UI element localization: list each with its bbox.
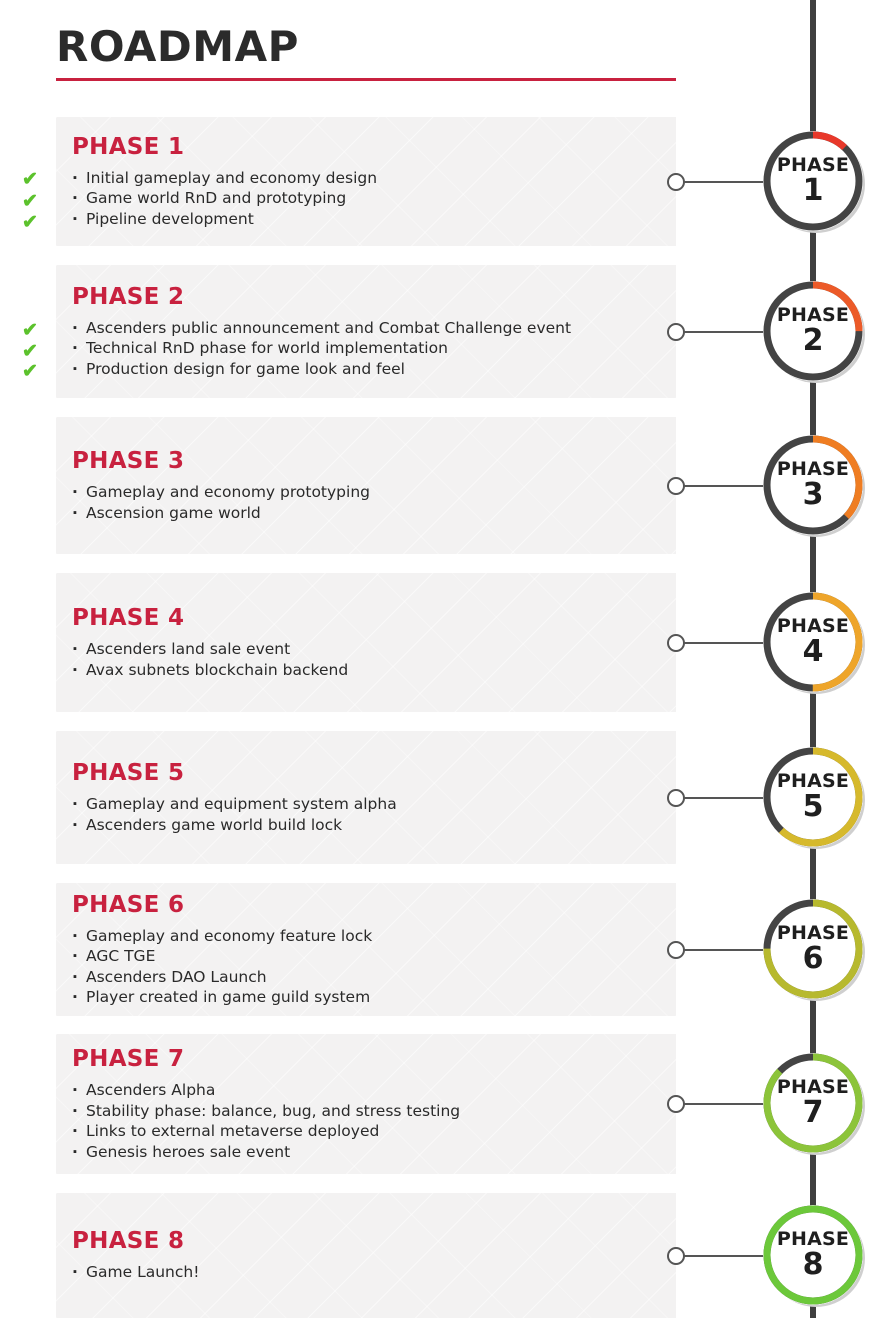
phase-title: PHASE 5 xyxy=(72,760,185,786)
badge-number: 7 xyxy=(802,1095,824,1130)
phase-connector xyxy=(676,1103,768,1105)
connector-node-icon xyxy=(667,323,685,341)
title-underline xyxy=(56,78,676,81)
phase-card-1 xyxy=(56,117,676,246)
phase-item: · Ascenders public announcement and Combat Challenge event xyxy=(72,318,676,339)
connector-node-icon xyxy=(667,789,685,807)
phase-card-3 xyxy=(56,417,676,554)
phase-item: · Initial gameplay and economy design xyxy=(72,168,676,189)
badge-label xyxy=(761,897,865,1001)
page-title: ROADMAP xyxy=(56,22,299,71)
phase-item: · Stability phase: balance, bug, and stress testing xyxy=(72,1101,676,1122)
badge-label xyxy=(761,279,865,383)
phase-title: PHASE 3 xyxy=(72,448,185,474)
badge-label xyxy=(761,745,865,849)
phase-item: · Pipeline development xyxy=(72,209,676,230)
phase-connector xyxy=(676,181,768,183)
badge-word: PHASE xyxy=(776,1227,850,1250)
badge-word: PHASE xyxy=(776,1076,850,1098)
phase-title: PHASE 1 xyxy=(72,133,185,160)
phase-badge-5 xyxy=(761,745,869,853)
connector-node-icon xyxy=(667,1095,685,1113)
phase-item: · Gameplay and economy feature lock xyxy=(72,926,676,947)
phase-badge-2 xyxy=(761,279,869,387)
phase-item: · Technical RnD phase for world implementation xyxy=(72,338,676,359)
phase-connector xyxy=(676,642,768,644)
phase-items xyxy=(72,794,676,835)
phase-item: · Gameplay and equipment system alpha xyxy=(72,794,676,815)
badge-label xyxy=(761,1203,865,1307)
phase-connector xyxy=(676,797,768,799)
phase-items xyxy=(72,318,676,380)
badge-number: 1 xyxy=(802,172,824,208)
phase-card-2 xyxy=(56,265,676,398)
phase-badge-1 xyxy=(761,129,869,237)
badge-number: 6 xyxy=(802,940,824,976)
phase-items xyxy=(72,926,676,1008)
phase-items xyxy=(72,168,676,230)
checkmark-icon: ✔ xyxy=(22,361,38,382)
phase-badge-7 xyxy=(761,1051,869,1159)
connector-node-icon xyxy=(667,1247,685,1265)
badge-number: 5 xyxy=(802,788,824,824)
connector-node-icon xyxy=(667,477,685,495)
phase-item: · Links to external metaverse deployed xyxy=(72,1121,676,1142)
phase-item: · Game Launch! xyxy=(72,1262,676,1283)
phase-card-7 xyxy=(56,1034,676,1174)
phase-items xyxy=(72,1080,676,1162)
badge-number: 8 xyxy=(802,1246,824,1282)
phase-title: PHASE 4 xyxy=(72,605,185,631)
phase-item: · Ascension game world xyxy=(72,503,676,524)
phase-card-8 xyxy=(56,1193,676,1318)
phase-card-4 xyxy=(56,573,676,712)
badge-number: 3 xyxy=(802,476,824,512)
phase-title: PHASE 8 xyxy=(72,1228,185,1255)
phase-item: · Ascenders Alpha xyxy=(72,1080,676,1101)
connector-node-icon xyxy=(667,941,685,959)
phase-item: · Gameplay and economy prototyping xyxy=(72,482,676,503)
badge-word: PHASE xyxy=(776,153,850,176)
phase-title: PHASE 6 xyxy=(72,891,185,918)
checkmark-icon: ✔ xyxy=(22,212,38,233)
phase-card-6 xyxy=(56,883,676,1016)
phase-item: · Ascenders land sale event xyxy=(72,639,676,660)
phase-items xyxy=(72,639,676,680)
phase-items xyxy=(72,482,676,523)
phase-badge-4 xyxy=(761,590,869,698)
badge-word: PHASE xyxy=(776,614,850,637)
phase-card-5 xyxy=(56,731,676,864)
badge-word: PHASE xyxy=(776,457,850,480)
badge-number: 4 xyxy=(802,633,824,669)
phase-badge-8 xyxy=(761,1203,869,1311)
phase-connector xyxy=(676,1255,768,1257)
checkmark-icon: ✔ xyxy=(22,320,38,341)
badge-label xyxy=(761,433,865,537)
badge-word: PHASE xyxy=(776,921,850,944)
connector-node-icon xyxy=(667,173,685,191)
phase-title: PHASE 7 xyxy=(72,1046,185,1072)
badge-number: 2 xyxy=(802,322,824,358)
phase-item: · Ascenders game world build lock xyxy=(72,815,676,836)
phase-connector xyxy=(676,331,768,333)
phase-item: · Ascenders DAO Launch xyxy=(72,967,676,988)
checkmark-icon: ✔ xyxy=(22,341,38,362)
phase-title: PHASE 2 xyxy=(72,283,185,310)
phase-badge-6 xyxy=(761,897,869,1005)
phase-items xyxy=(72,1262,676,1283)
badge-label xyxy=(761,129,865,233)
phase-item: · AGC TGE xyxy=(72,946,676,967)
phase-connector xyxy=(676,949,768,951)
badge-word: PHASE xyxy=(776,769,850,792)
phase-item: · Genesis heroes sale event xyxy=(72,1142,676,1163)
checkmark-icon: ✔ xyxy=(22,191,38,212)
connector-node-icon xyxy=(667,634,685,652)
phase-item: · Player created in game guild system xyxy=(72,987,676,1008)
phase-item: · Game world RnD and prototyping xyxy=(72,188,676,209)
badge-label xyxy=(761,1051,865,1155)
badge-word: PHASE xyxy=(776,303,850,326)
phase-item: · Avax subnets blockchain backend xyxy=(72,660,676,681)
phase-item: · Production design for game look and feel xyxy=(72,359,676,380)
phase-connector xyxy=(676,485,768,487)
phase-badge-3 xyxy=(761,433,869,541)
badge-label xyxy=(761,590,865,694)
checkmark-icon: ✔ xyxy=(22,169,38,190)
